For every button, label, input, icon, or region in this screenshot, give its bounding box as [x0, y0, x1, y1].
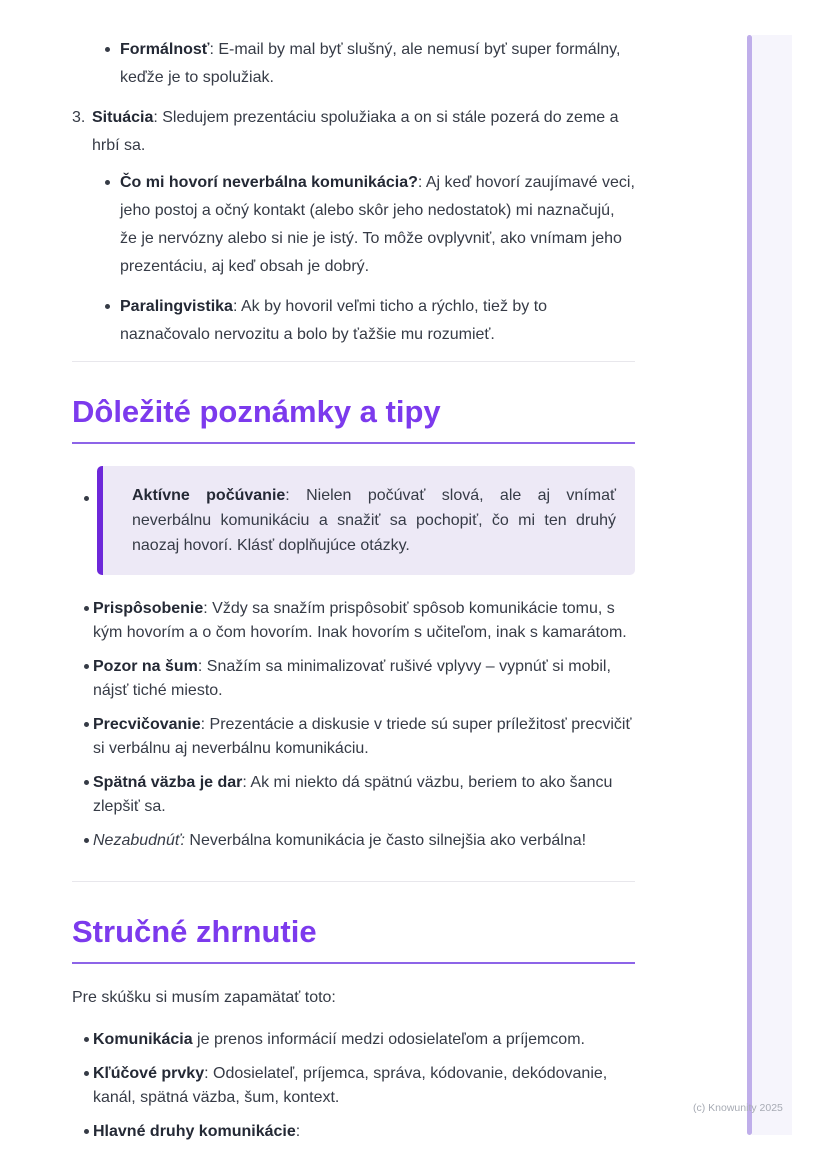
summary-bullet-list [72, 1028, 635, 1144]
list-item [72, 36, 635, 92]
list-item [72, 293, 635, 349]
list-item [72, 1062, 635, 1110]
heading-underline [72, 442, 635, 444]
bullet-lead: Paralingvistika [120, 298, 233, 315]
list-item [72, 829, 635, 853]
list-item [72, 1120, 635, 1144]
bullet-text: : Odosielateľ, príjemca, správa, kódovanie, dekódovanie, kanál, spätná väzba, šum, kontext. [93, 1065, 608, 1106]
bullet-lead-italic: Nezabudnúť: [93, 832, 185, 849]
bullet-text: : Ak by hovoril veľmi ticho a rýchlo, tiež by to naznačovalo nervozitu a bolo by ťažšie mu rozumieť. [120, 298, 548, 343]
bullet-lead: Kľúčové prvky [93, 1065, 205, 1082]
bullet-text: : Vždy sa snažím prispôsobiť spôsob komunikácie tomu, s kým hovorím a o čom hovorím. Inak hovorím s učiteľom, inak s kamarátom. [93, 600, 627, 641]
bullet-lead: Čo mi hovorí neverbálna komunikácia? [120, 174, 418, 191]
bullet-lead: Komunikácia [93, 1031, 193, 1048]
bullet-lead: Precvičovanie [93, 716, 201, 733]
bullet-lead: Prispôsobenie [93, 600, 204, 617]
numbered-item [72, 104, 635, 160]
list-number: 3. [72, 109, 86, 126]
page-edge-line [747, 35, 752, 1135]
next-page-edge-strip [752, 35, 792, 1135]
bullet-text: : [295, 1123, 301, 1140]
list-item [72, 1028, 635, 1052]
document-page [72, 36, 635, 1144]
callout-lead: Aktívne počúvanie [132, 487, 286, 504]
callout-box [97, 466, 635, 575]
summary-intro: Pre skúšku si musím zapamätať toto: [72, 989, 336, 1006]
bullet-text: : E-mail by mal byť slušný, ale nemusí byť super formálny, keďže je to spolužiak. [120, 41, 621, 86]
bullet-lead: Formálnosť [120, 41, 210, 58]
bullet-text: : Ak mi niekto dá spätnú väzbu, beriem to ako šancu zlepšiť sa. [93, 774, 613, 815]
sub-bullet-list [72, 169, 635, 349]
bullet-lead: Spätná väzba je dar [93, 774, 243, 791]
bullet-text: : Prezentácie a diskusie v triede sú super príležitosť precvičiť si verbálnu aj neverbálnu komunikáciu. [93, 716, 632, 757]
list-item [72, 655, 635, 703]
bullet-text: je prenos informácií medzi odosielateľom a príjemcom. [192, 1031, 585, 1048]
bullet-text: Neverbálna komunikácia je často silnejšia ako verbálna! [184, 832, 587, 849]
bullet-lead: Situácia [92, 109, 154, 126]
bullet-lead: Pozor na šum [93, 658, 198, 675]
list-item [72, 597, 635, 645]
bullet-text: : Aj keď hovorí zaujímavé veci, jeho postoj a očný kontakt (alebo skôr jeho nedostatok) mi naznačujú, že je nervózny alebo si nie je istý. To môže ovplyvniť, ako vnímam jeho prezentáciu, aj keď obsah je dobrý. [120, 174, 635, 275]
bullet-text: : Sledujem prezentáciu spolužiaka a on si stále pozerá do zeme a hrbí sa. [92, 109, 619, 154]
section-divider [72, 361, 635, 362]
bullet-lead: Hlavné druhy komunikácie [93, 1123, 296, 1140]
callout-text: : Nielen počúvať slová, ale aj vnímať neverbálnu komunikáciu a snažiť sa pochopiť, čo mi ten druhý naozaj hovorí. Klásť doplňujúce otázky. [132, 487, 617, 554]
list-item [72, 169, 635, 281]
heading-underline [72, 962, 635, 964]
callout-list-item [72, 466, 635, 575]
watermark: (c) Knowunity 2025 [693, 1102, 783, 1114]
list-item [72, 771, 635, 819]
section-heading: Stručné zhrnutie [72, 914, 317, 949]
list-item [72, 713, 635, 761]
sub-bullet-list [72, 36, 635, 92]
tips-bullet-list [72, 597, 635, 853]
section-divider [72, 881, 635, 882]
section-heading: Dôležité poznámky a tipy [72, 394, 441, 429]
bullet-text: : Snažím sa minimalizovať rušivé vplyvy – vypnúť si mobil, nájsť tiché miesto. [93, 658, 611, 699]
